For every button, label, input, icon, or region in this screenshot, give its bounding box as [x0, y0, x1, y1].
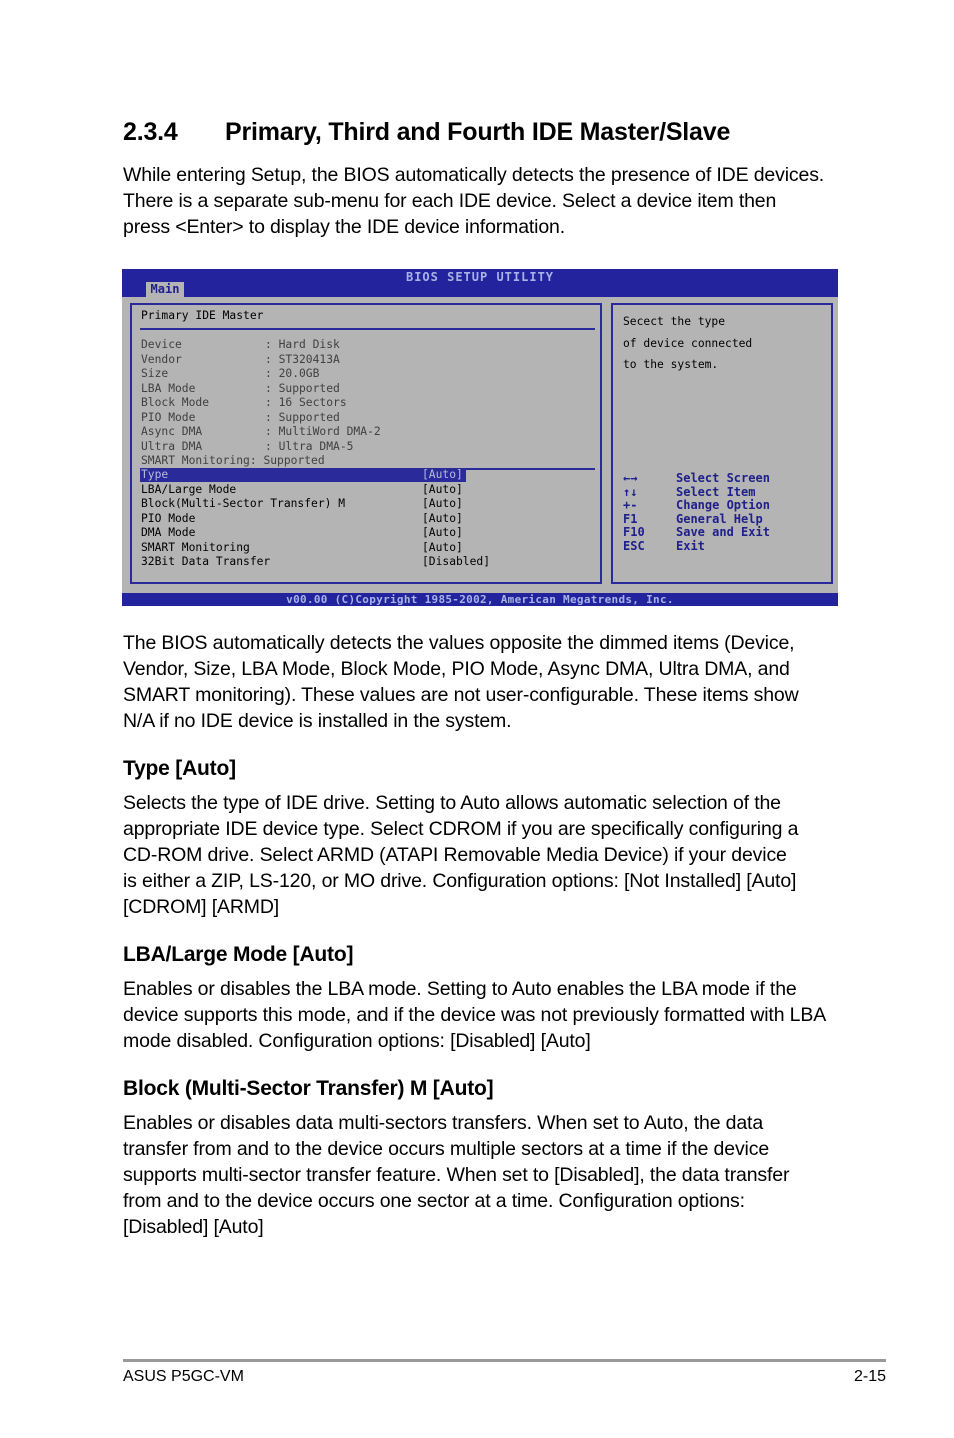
footer-product: ASUS P5GC-VM	[123, 1368, 244, 1385]
info-item: Block Mode : 16 Sectors	[141, 396, 347, 409]
intro-line: While entering Setup, the BIOS automatically detects the presence of IDE devices.	[123, 164, 825, 186]
info-item: SMART Monitoring: Supported	[141, 454, 325, 467]
info-item: PIO Mode : Supported	[141, 410, 340, 424]
lba-heading: LBA/Large Mode [Auto]	[123, 943, 354, 966]
lba-line: mode disabled. Configuration options: [Disabled] [Auto]	[123, 1030, 591, 1052]
setting-row-pio-mode[interactable]: PIO Mode [Auto]	[141, 511, 463, 525]
block-heading: Block (Multi-Sector Transfer) M [Auto]	[123, 1077, 494, 1100]
key-row: F1 General Help	[623, 511, 763, 526]
settings-list	[141, 468, 501, 570]
block-line: Enables or disables data multi-sectors transfers. When set to Auto, the data	[123, 1112, 764, 1134]
lba-line: Enables or disables the LBA mode. Setting to Auto enables the LBA mode if the	[123, 978, 797, 1000]
block-line: from and to the device occurs one sector at a time. Configuration options:	[123, 1190, 745, 1212]
detect-line: The BIOS automatically detects the values opposite the dimmed items (Device,	[123, 632, 795, 654]
detect-paragraph	[123, 630, 843, 734]
info-item: LBA Mode : Supported	[141, 381, 340, 395]
info-item: Vendor : ST320413A	[141, 352, 340, 366]
key-row: +- Change Option	[623, 498, 770, 512]
setting-row-32bit-transfer[interactable]: 32Bit Data Transfer [Disabled]	[141, 555, 491, 568]
setting-row-smart-monitoring[interactable]: SMART Monitoring [Auto]	[141, 540, 463, 554]
arrows-lr-icon: ←→	[623, 471, 638, 485]
footer-page-number: 2-15	[853, 1368, 886, 1385]
type-heading: Type [Auto]	[123, 757, 236, 780]
help-text	[623, 311, 752, 376]
setting-row-dma-mode[interactable]: DMA Mode [Auto]	[141, 526, 463, 539]
help-line: to the system.	[623, 358, 719, 371]
block-line: supports multi-sector transfer feature. When set to [Disabled], the data transfer	[123, 1164, 790, 1186]
info-item: Ultra DMA : Ultra DMA-5	[141, 439, 354, 453]
bios-tab-main[interactable]: Main	[146, 282, 184, 297]
heading-divider	[140, 328, 595, 330]
info-item: Size : 20.0GB	[141, 367, 320, 380]
detect-line: Vendor, Size, LBA Mode, Block Mode, PIO Mode, Async DMA, Ultra DMA, and	[123, 658, 790, 680]
block-line: [Disabled] [Auto]	[123, 1216, 264, 1238]
lba-paragraph	[123, 976, 843, 1054]
help-line: of device connected	[623, 336, 753, 350]
type-line: [CDROM] [ARMD]	[123, 896, 280, 918]
block-paragraph	[123, 1110, 843, 1240]
type-paragraph	[123, 790, 843, 920]
intro-line: press <Enter> to display the IDE device information.	[123, 216, 566, 238]
key-row: ↑↓ Select Item	[623, 484, 756, 499]
info-item: Device : Hard Disk	[141, 338, 340, 351]
section-number: 2.3.4	[123, 118, 178, 146]
block-line: transfer from and to the device occurs multiple sectors at a time if the device	[123, 1138, 770, 1160]
bios-screenshot	[122, 269, 838, 606]
section-title	[123, 118, 730, 147]
arrows-ud-icon: ↑↓	[623, 484, 638, 499]
bios-title: BIOS SETUP UTILITY	[405, 270, 555, 284]
panel-heading: Primary IDE Master	[141, 309, 264, 322]
intro-line: There is a separate sub-menu for each IDE device. Select a device item then	[123, 190, 777, 212]
intro-paragraph	[123, 162, 843, 240]
info-item: Async DMA : MultiWord DMA-2	[141, 425, 381, 438]
device-info-list	[141, 338, 381, 469]
type-line: is either a ZIP, LS-120, or MO drive. Configuration options: [Not Installed] [Auto]	[123, 870, 797, 892]
key-row: ←→ Select Screen	[623, 471, 770, 485]
key-legend	[623, 472, 770, 553]
help-line: Secect the type	[623, 315, 726, 328]
footer-rule	[123, 1359, 886, 1362]
lba-line: device supports this mode, and if the device was not previously formatted with LBA	[123, 1004, 827, 1026]
bios-copyright-bar: v00.00 (C)Copyright 1985-2002, American Megatrends, Inc.	[122, 593, 838, 606]
setting-row-type[interactable]: Type [Auto]	[141, 468, 463, 481]
section-title-text: Primary, Third and Fourth IDE Master/Slave	[225, 118, 731, 146]
detect-line: SMART monitoring). These values are not user-configurable. These items show	[123, 684, 799, 706]
type-line: Selects the type of IDE drive. Setting to Auto allows automatic selection of the	[123, 792, 781, 814]
type-line: appropriate IDE device type. Select CDROM if you are specifically configuring a	[123, 818, 799, 840]
key-row: ESC Exit	[623, 538, 705, 553]
detect-line: N/A if no IDE device is installed in the system.	[123, 710, 512, 732]
setting-row-block-mode[interactable]: Block(Multi-Sector Transfer) M [Auto]	[141, 497, 463, 510]
type-line: CD-ROM drive. Select ARMD (ATAPI Removable Media Device) if your device	[123, 844, 787, 866]
key-row: F10 Save and Exit	[623, 525, 770, 539]
setting-row-lba-large-mode[interactable]: LBA/Large Mode [Auto]	[141, 482, 463, 496]
